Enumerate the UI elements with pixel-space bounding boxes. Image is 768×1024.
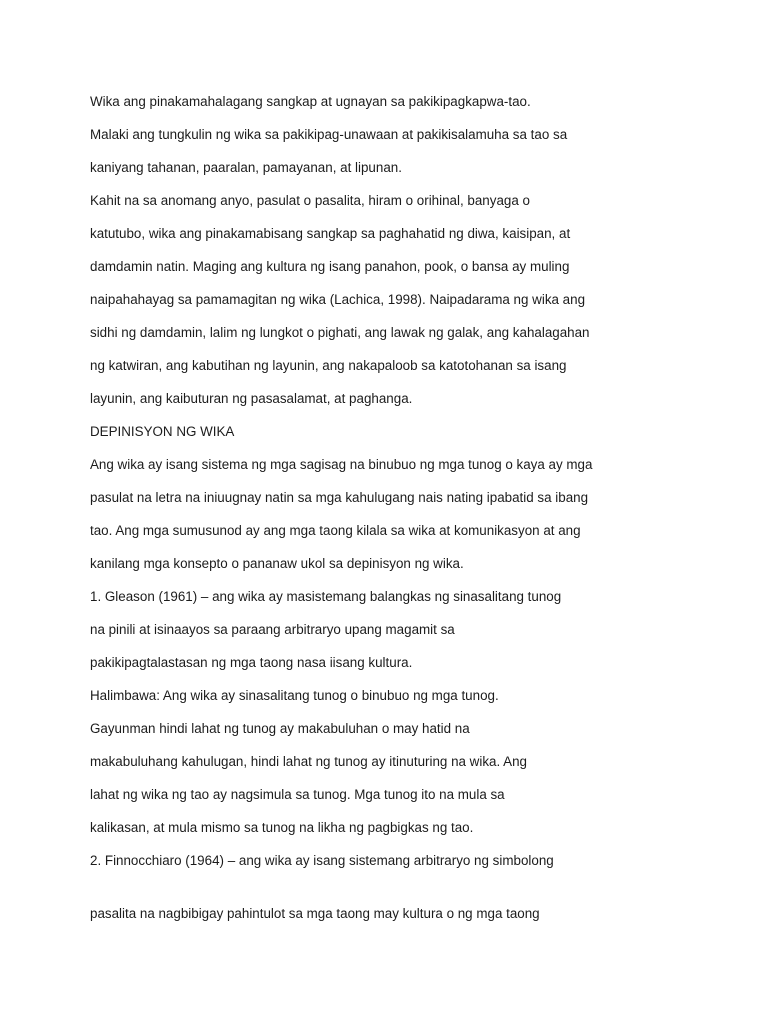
text-line: Ang wika ay isang sistema ng mga sagisag na binubuo ng mga tunog o kaya ay mga: [90, 457, 593, 472]
text-line: makabuluhang kahulugan, hindi lahat ng tunog ay itinuturing na wika. Ang: [90, 754, 527, 769]
text-line: katutubo, wika ang pinakamabisang sangkap sa paghahatid ng diwa, kaisipan, at: [90, 226, 571, 241]
text-line: tao. Ang mga sumusunod ay ang mga taong kilala sa wika at komunikasyon at ang: [90, 523, 581, 538]
text-line: kaniyang tahanan, paaralan, pamayanan, at lipunan.: [90, 160, 402, 175]
text-line: Wika ang pinakamahalagang sangkap at ugnayan sa pakikipagkapwa-tao.: [90, 94, 531, 109]
text-line: kalikasan, at mula mismo sa tunog na likha ng pagbigkas ng tao.: [90, 820, 474, 835]
text-line: Halimbawa: Ang wika ay sinasalitang tunog o binubuo ng mga tunog.: [90, 688, 499, 703]
text-line: damdamin natin. Maging ang kultura ng isang panahon, pook, o bansa ay muling: [90, 259, 570, 274]
text-line: pasulat na letra na iniuugnay natin sa mga kahulugang nais nating ipabatid sa ibang: [90, 490, 589, 505]
text-line: 2. Finnocchiaro (1964) – ang wika ay isang sistemang arbitraryo ng simbolong: [90, 853, 554, 868]
text-line: naipahahayag sa pamamagitan ng wika (Lachica, 1998). Naipadarama ng wika ang: [90, 292, 586, 307]
text-line: 1. Gleason (1961) – ang wika ay masistemang balangkas ng sinasalitang tunog: [90, 589, 562, 604]
text-line: Kahit na sa anomang anyo, pasulat o pasalita, hiram o orihinal, banyaga o: [90, 193, 530, 208]
text-line: Gayunman hindi lahat ng tunog ay makabuluhan o may hatid na: [90, 721, 470, 736]
text-line: sidhi ng damdamin, lalim ng lungkot o pighati, ang lawak ng galak, ang kahalagahan: [90, 325, 590, 340]
text-line: layunin, ang kaibuturan ng pasasalamat, at paghanga.: [90, 391, 413, 406]
text-line: pakikipagtalastasan ng mga taong nasa iisang kultura.: [90, 655, 413, 670]
text-line: kanilang mga konsepto o pananaw ukol sa depinisyon ng wika.: [90, 556, 464, 571]
text-line: na pinili at isinaayos sa paraang arbitraryo upang magamit sa: [90, 622, 455, 637]
section-heading: DEPINISYON NG WIKA: [90, 424, 235, 439]
text-line: ng katwiran, ang kabutihan ng layunin, ang nakapaloob sa katotohanan sa isang: [90, 358, 567, 373]
text-line: lahat ng wika ng tao ay nagsimula sa tunog. Mga tunog ito na mula sa: [90, 787, 505, 802]
text-line: pasalita na nagbibigay pahintulot sa mga taong may kultura o ng mga taong: [90, 906, 540, 921]
text-line: Malaki ang tungkulin ng wika sa pakikipag-unawaan at pakikisalamuha sa tao sa: [90, 127, 568, 142]
